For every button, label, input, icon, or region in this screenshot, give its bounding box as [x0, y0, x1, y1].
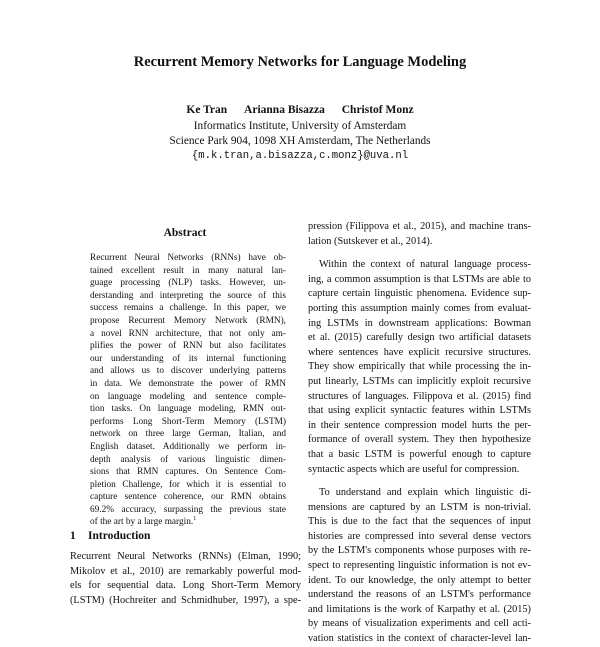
author-emails: {m.k.tran,a.bisazza,c.monz}@uva.nl	[191, 150, 409, 162]
text-line: in their sentence compression model hurts the per-	[308, 419, 531, 431]
text-line: ing LSTMs in downstream applications: Bowman	[308, 317, 531, 329]
text-line: tained excellent result in many natural lan-	[90, 265, 286, 276]
abstract-heading: Abstract	[163, 227, 207, 239]
text-line: on language modeling and sentence comple-	[90, 391, 286, 402]
text-line: by the LSTM's components whose purposes with re-	[308, 545, 531, 557]
text-line: histories are compressed into several dense vectors	[308, 530, 531, 542]
text-line: To understand and explain which linguistic di-	[319, 487, 531, 499]
text-line: understand the reasons of an LSTM's performance	[308, 589, 531, 601]
text-line: structures of languages. Filippova et al. (2015) find	[308, 390, 531, 402]
author-name: Arianna Bisazza	[244, 104, 325, 116]
text-line: Within the context of natural language process-	[319, 259, 531, 271]
text-line: by means of visualization experiments and cell acti-	[308, 618, 531, 630]
text-line: English dataset. Additionally we perform in-	[90, 441, 286, 452]
text-line: sions that RMN captures. On Sentence Com-	[90, 467, 286, 478]
text-line: our understanding of its internal functioning	[90, 353, 286, 364]
text-line: lation (Sutskever et al., 2014).	[308, 235, 433, 247]
text-line: They show empirically that while processing the in-	[308, 361, 531, 373]
text-line: spect to representing linguistic information is not ev-	[308, 560, 531, 572]
text-line: tion tasks. On language modeling, RMN out-	[90, 404, 286, 415]
text-line: depth analysis of various linguistic dimen-	[90, 454, 286, 465]
paragraph-gap	[308, 249, 531, 258]
text-line: vation statistics in the context of character-level lan-	[308, 633, 531, 645]
text-line: Mikolov et al., 2010) are remarkably powerful mod-	[70, 565, 301, 577]
author-list	[0, 104, 600, 116]
text-line: success remains a challenge. In this paper, we	[90, 303, 286, 314]
text-line: Recurrent Neural Networks (RNNs) (Elman, 1990;	[70, 551, 301, 562]
text-line: pression (Filippova et al., 2015), and machine trans-	[308, 221, 531, 232]
text-line: porting this assumption mainly comes from evaluat-	[308, 302, 531, 314]
text-line: network on three large German, Italian, and	[90, 429, 286, 440]
paragraph-gap	[308, 477, 531, 486]
text-line: et al. (2015) carefully design two artificial datasets	[308, 332, 531, 344]
right-column-text	[308, 220, 531, 647]
address-line: Science Park 904, 1098 XH Amsterdam, The Netherlands	[169, 135, 431, 147]
section-heading-introduction	[70, 530, 150, 542]
paper-title: Recurrent Memory Networks for Language Modeling	[133, 54, 467, 70]
text-line: put linearly, LSTMs can implicitly exploit recursive	[308, 375, 531, 387]
text-line: and limitations is the work of Karpathy et al. (2015)	[308, 603, 531, 615]
text-line: This is due to the fact that the sequences of input	[308, 516, 531, 528]
abstract-body	[90, 252, 286, 529]
paragraph	[308, 258, 531, 477]
text-line: syntactic aspects which are useful for compression.	[308, 463, 520, 475]
footnote-mark: 1	[193, 516, 197, 523]
text-line: that using explicit syntactic features within LSTMs	[308, 405, 531, 417]
text-line: mensions are captured by an LSTM is non-trivial.	[308, 501, 531, 513]
text-line: ing, a common assumption is that LSTMs are able to	[308, 273, 531, 285]
text-line: that a basic LSTM is powerful enough to capture	[308, 448, 531, 460]
text-line: of the art by a large margin.$^1$	[90, 516, 197, 528]
text-line: propose Recurrent Memory Network (RMN),	[90, 315, 286, 326]
text-line: plifies the power of RNN but also facilitates	[90, 341, 286, 352]
paragraph	[308, 220, 531, 249]
author-name: Christof Monz	[341, 104, 414, 116]
text-line: els for sequential data. Long Short-Term Memory	[70, 580, 301, 592]
text-line: performs Long Short-Term Memory (LSTM)	[90, 416, 286, 427]
text-line: derstanding and interpreting the source of this	[90, 290, 286, 301]
text-line: pletion Challenge, for which it is essential to	[90, 479, 286, 490]
affiliation-line: Informatics Institute, University of Amsterdam	[193, 120, 407, 132]
text-line: a novel RNN architecture, that not only am-	[90, 328, 286, 339]
paragraph	[308, 486, 531, 647]
text-line: formance of overall system. They then hypothesize	[308, 434, 531, 446]
text-line: Recurrent Neural Networks (RNNs) have ob-	[90, 253, 286, 263]
text-line: where sentences have explicit recursive structures.	[308, 346, 531, 358]
text-line: guage processing (NLP) tasks. However, un-	[90, 278, 286, 289]
text-line: capture certain linguistic phenomena. Evidence sup-	[308, 288, 531, 300]
text-line: in data. We demonstrate the power of RMN	[90, 378, 286, 389]
text-line: and allows us to discover underlying patterns	[90, 366, 286, 377]
text-line: 69.2% accuracy, surpassing the previous state	[90, 504, 286, 515]
text-line: ident. To our knowledge, the only attempt to better	[308, 574, 531, 586]
section-title: Introduction	[88, 530, 151, 542]
section-number: 1	[70, 530, 76, 542]
text-line: (LSTM) (Hochreiter and Schmidhuber, 1997), a spe-	[70, 594, 301, 606]
author-name: Ke Tran	[186, 104, 228, 116]
text-line: capture sentence coherence, our RMN obtains	[90, 492, 286, 503]
